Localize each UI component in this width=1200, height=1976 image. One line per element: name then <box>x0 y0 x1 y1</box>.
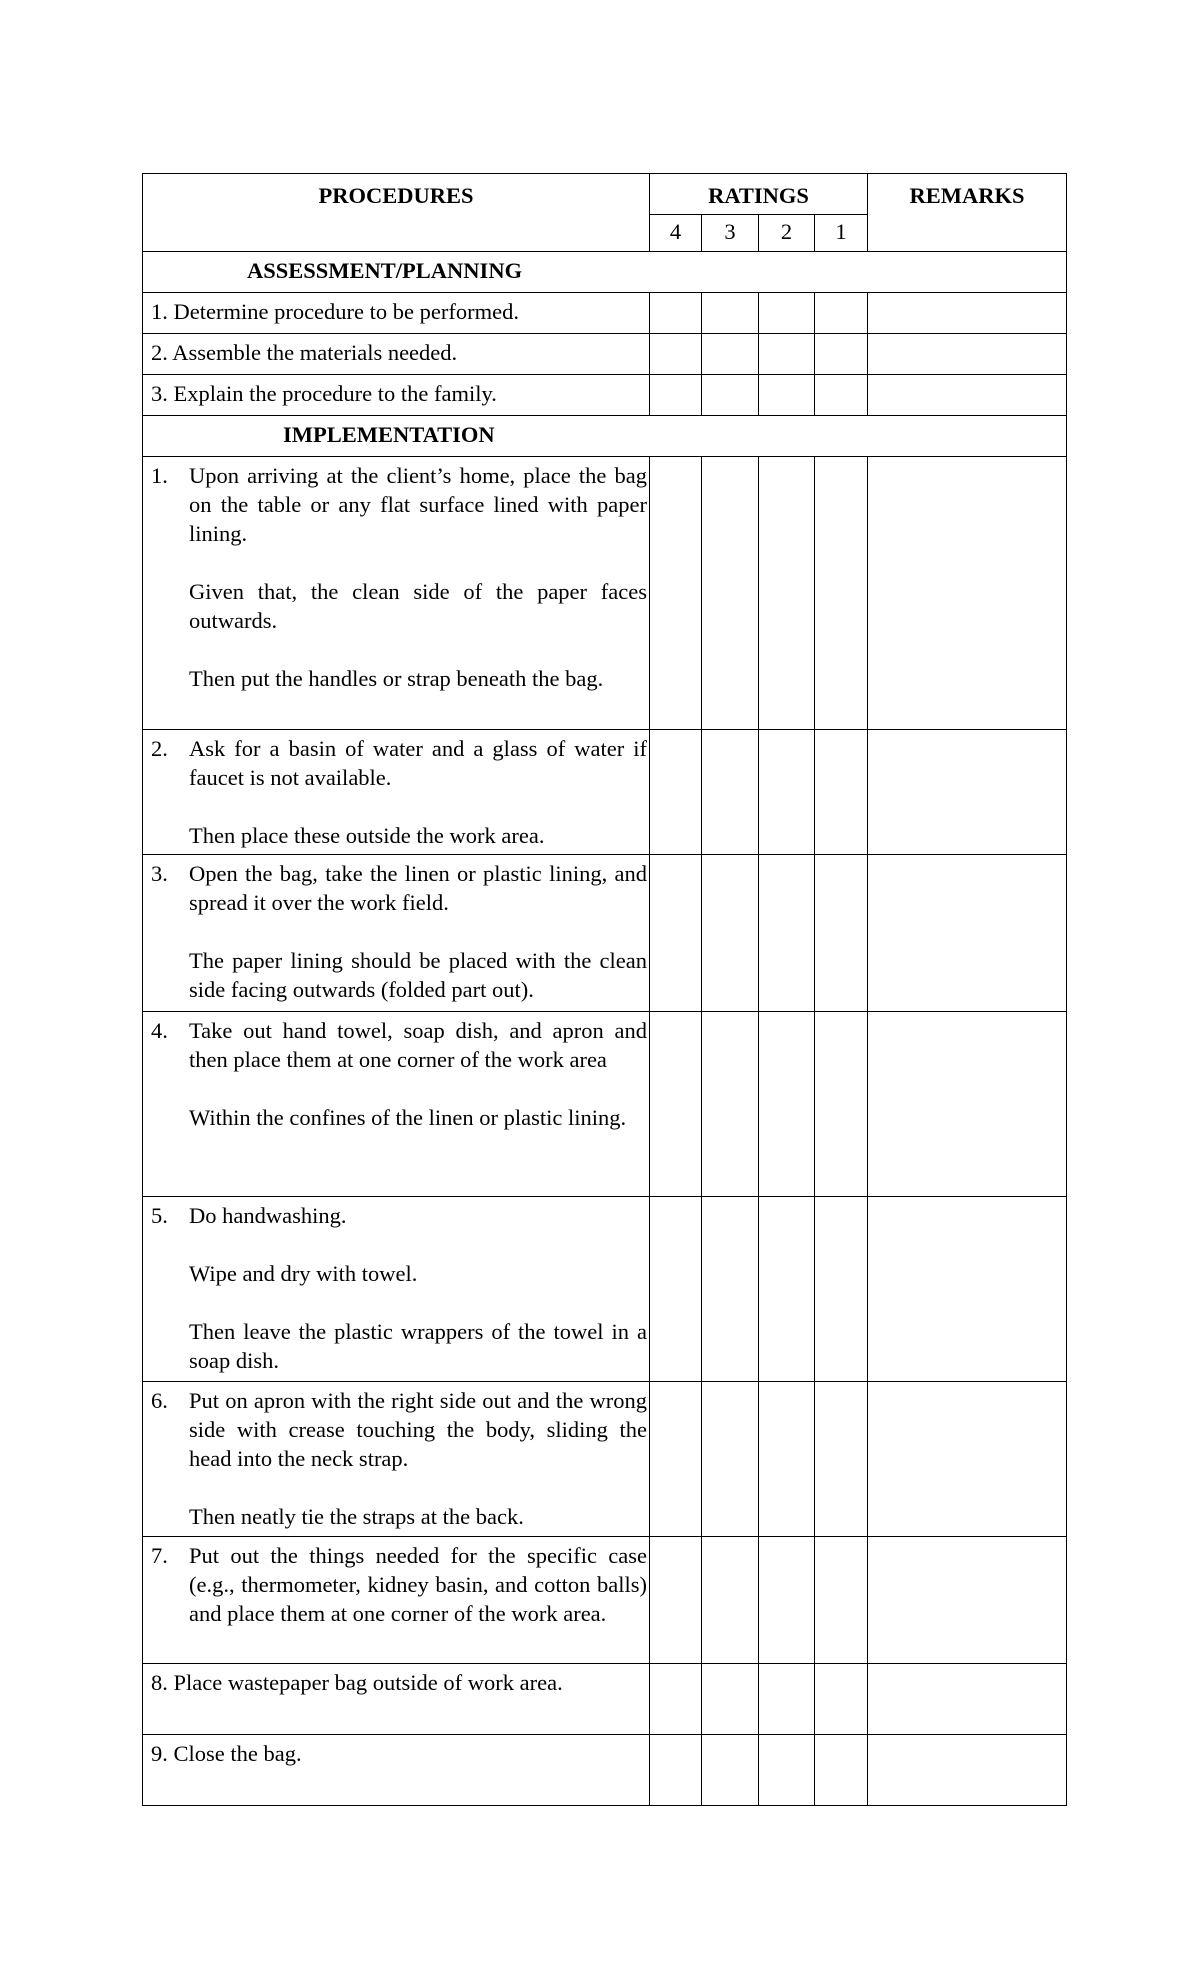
rating-cell-1[interactable] <box>815 1382 868 1537</box>
remarks-cell[interactable] <box>868 1012 1067 1197</box>
rating-cell-4[interactable] <box>650 1537 702 1664</box>
rating-cell-3[interactable] <box>702 375 759 416</box>
table-row <box>143 293 1067 334</box>
rating-cell-3[interactable] <box>702 1012 759 1197</box>
remarks-cell[interactable] <box>868 1664 1067 1735</box>
table-row <box>143 1537 1067 1664</box>
rating-cell-3[interactable] <box>702 334 759 375</box>
procedure-cell: 3. Explain the procedure to the family. <box>143 375 650 416</box>
step-paragraph: Then neatly tie the straps at the back. <box>189 1504 524 1529</box>
rating-cell-2[interactable] <box>759 1537 815 1664</box>
rating-cell-1[interactable] <box>815 1537 868 1664</box>
remarks-cell[interactable] <box>868 293 1067 334</box>
remarks-cell[interactable] <box>868 457 1067 730</box>
procedure-cell <box>143 457 650 730</box>
rating-cell-4[interactable] <box>650 855 702 1012</box>
rating-cell-1[interactable] <box>815 730 868 855</box>
rating-cell-2[interactable] <box>759 375 815 416</box>
rating-cell-1[interactable] <box>815 855 868 1012</box>
step-paragraph: Do handwashing. <box>189 1203 347 1228</box>
procedure-cell <box>143 730 650 855</box>
rating-cell-4[interactable] <box>650 1664 702 1735</box>
rating-cell-3[interactable] <box>702 1537 759 1664</box>
rating-cell-3[interactable] <box>702 855 759 1012</box>
table-row <box>143 1382 1067 1537</box>
section-title: ASSESSMENT/PLANNING <box>247 258 523 283</box>
rating-cell-4[interactable] <box>650 1382 702 1537</box>
step-text <box>189 734 647 850</box>
rating-cell-2[interactable] <box>759 334 815 375</box>
rating-cell-3[interactable] <box>702 293 759 334</box>
step-paragraph: Then put the handles or strap beneath the bag. <box>189 666 604 691</box>
rating-scale-2: 2 <box>759 214 815 251</box>
step-paragraph: Ask for a basin of water and a glass of water if faucet is not available. <box>189 736 647 790</box>
rating-cell-1[interactable] <box>815 1197 868 1382</box>
rating-cell-1[interactable] <box>815 1664 868 1735</box>
procedure-cell: 1. Determine procedure to be performed. <box>143 293 650 334</box>
procedure-cell: 2. Assemble the materials needed. <box>143 334 650 375</box>
step-number: 2. <box>151 736 168 761</box>
rating-cell-4[interactable] <box>650 1012 702 1197</box>
step-number: 1. <box>151 463 168 488</box>
step-paragraph: Put out the things needed for the specific case (e.g., thermometer, kidney basin, and cotton balls) and place them at one corner of the work area. <box>189 1543 647 1626</box>
procedure-cell <box>143 1537 650 1664</box>
rating-cell-1[interactable] <box>815 457 868 730</box>
table-row <box>143 1197 1067 1382</box>
rating-cell-2[interactable] <box>759 293 815 334</box>
rating-scale-1: 1 <box>815 214 868 251</box>
step-content <box>143 855 649 1006</box>
rating-cell-1[interactable] <box>815 1012 868 1197</box>
step-paragraph: Given that, the clean side of the paper faces outwards. <box>189 579 647 633</box>
step-paragraph: The paper lining should be placed with the clean side facing outwards (folded part out). <box>189 948 647 1002</box>
step-text <box>189 1541 647 1628</box>
procedure-cell: 8. Place wastepaper bag outside of work area. <box>143 1664 650 1735</box>
rating-cell-2[interactable] <box>759 457 815 730</box>
rating-cell-4[interactable] <box>650 457 702 730</box>
rating-cell-2[interactable] <box>759 1197 815 1382</box>
remarks-cell[interactable] <box>868 1382 1067 1537</box>
procedure-checklist <box>142 173 1066 1806</box>
step-paragraph: Then leave the plastic wrappers of the towel in a soap dish. <box>189 1319 647 1373</box>
rating-cell-2[interactable] <box>759 1735 815 1806</box>
rating-cell-3[interactable] <box>702 1735 759 1806</box>
step-content <box>143 1382 649 1533</box>
rating-cell-4[interactable] <box>650 1197 702 1382</box>
step-text <box>189 461 647 693</box>
table-row <box>143 1664 1067 1735</box>
step-content <box>143 1012 649 1134</box>
table-row <box>143 334 1067 375</box>
procedure-cell: 9. Close the bag. <box>143 1735 650 1806</box>
rating-cell-3[interactable] <box>702 1382 759 1537</box>
rating-cell-4[interactable] <box>650 334 702 375</box>
header-procedures: PROCEDURES <box>143 174 650 252</box>
header-remarks: REMARKS <box>868 174 1067 252</box>
table-row <box>143 457 1067 730</box>
rating-cell-4[interactable] <box>650 293 702 334</box>
rating-cell-4[interactable] <box>650 1735 702 1806</box>
step-content <box>143 457 649 695</box>
rating-cell-4[interactable] <box>650 730 702 855</box>
rating-scale-4: 4 <box>650 214 702 251</box>
table-row <box>143 855 1067 1012</box>
step-number: 5. <box>151 1203 168 1228</box>
step-paragraph: Open the bag, take the linen or plastic lining, and spread it over the work field. <box>189 861 647 915</box>
step-number: 6. <box>151 1388 168 1413</box>
remarks-cell[interactable] <box>868 855 1067 1012</box>
rating-cell-2[interactable] <box>759 1012 815 1197</box>
step-paragraph: Take out hand towel, soap dish, and apron and then place them at one corner of the work area <box>189 1018 647 1072</box>
procedure-cell <box>143 855 650 1012</box>
rating-cell-2[interactable] <box>759 1664 815 1735</box>
header-ratings: RATINGS <box>650 174 868 215</box>
step-content <box>143 1537 649 1630</box>
table-row <box>143 1012 1067 1197</box>
step-text <box>189 1386 647 1531</box>
rating-cell-2[interactable] <box>759 1382 815 1537</box>
step-content <box>143 1197 649 1377</box>
step-text <box>189 1016 647 1132</box>
rating-cell-2[interactable] <box>759 855 815 1012</box>
step-text <box>189 1201 647 1375</box>
remarks-cell[interactable] <box>868 1537 1067 1664</box>
procedure-cell <box>143 1012 650 1197</box>
table-row <box>143 1735 1067 1806</box>
section-implementation <box>143 416 1067 457</box>
section-assessment-planning <box>143 252 1067 293</box>
step-number: 7. <box>151 1543 168 1568</box>
checklist-table <box>142 173 1067 1806</box>
table-row <box>143 375 1067 416</box>
step-text <box>189 859 647 1004</box>
table-row <box>143 730 1067 855</box>
step-number: 4. <box>151 1018 168 1043</box>
step-content <box>143 730 649 852</box>
rating-cell-3[interactable] <box>702 730 759 855</box>
step-paragraph: Wipe and dry with towel. <box>189 1261 418 1286</box>
step-paragraph: Upon arriving at the client’s home, place the bag on the table or any flat surface lined with paper lining. <box>189 463 647 546</box>
rating-cell-3[interactable] <box>702 1664 759 1735</box>
rating-cell-2[interactable] <box>759 730 815 855</box>
section-title: IMPLEMENTATION <box>283 422 495 447</box>
step-number: 3. <box>151 861 168 886</box>
rating-cell-1[interactable] <box>815 334 868 375</box>
rating-scale-3: 3 <box>702 214 759 251</box>
procedure-cell <box>143 1382 650 1537</box>
step-paragraph: Put on apron with the right side out and the wrong side with crease touching the body, sliding the head into the neck strap. <box>189 1388 647 1471</box>
rating-cell-1[interactable] <box>815 1735 868 1806</box>
step-paragraph: Then place these outside the work area. <box>189 823 545 848</box>
remarks-cell[interactable] <box>868 730 1067 855</box>
remarks-cell[interactable] <box>868 1735 1067 1806</box>
rating-cell-1[interactable] <box>815 375 868 416</box>
rating-cell-1[interactable] <box>815 293 868 334</box>
rating-cell-3[interactable] <box>702 1197 759 1382</box>
remarks-cell[interactable] <box>868 1197 1067 1382</box>
rating-cell-4[interactable] <box>650 375 702 416</box>
procedure-cell <box>143 1197 650 1382</box>
remarks-cell[interactable] <box>868 334 1067 375</box>
remarks-cell[interactable] <box>868 375 1067 416</box>
step-paragraph: Within the confines of the linen or plastic lining. <box>189 1105 627 1130</box>
rating-cell-3[interactable] <box>702 457 759 730</box>
